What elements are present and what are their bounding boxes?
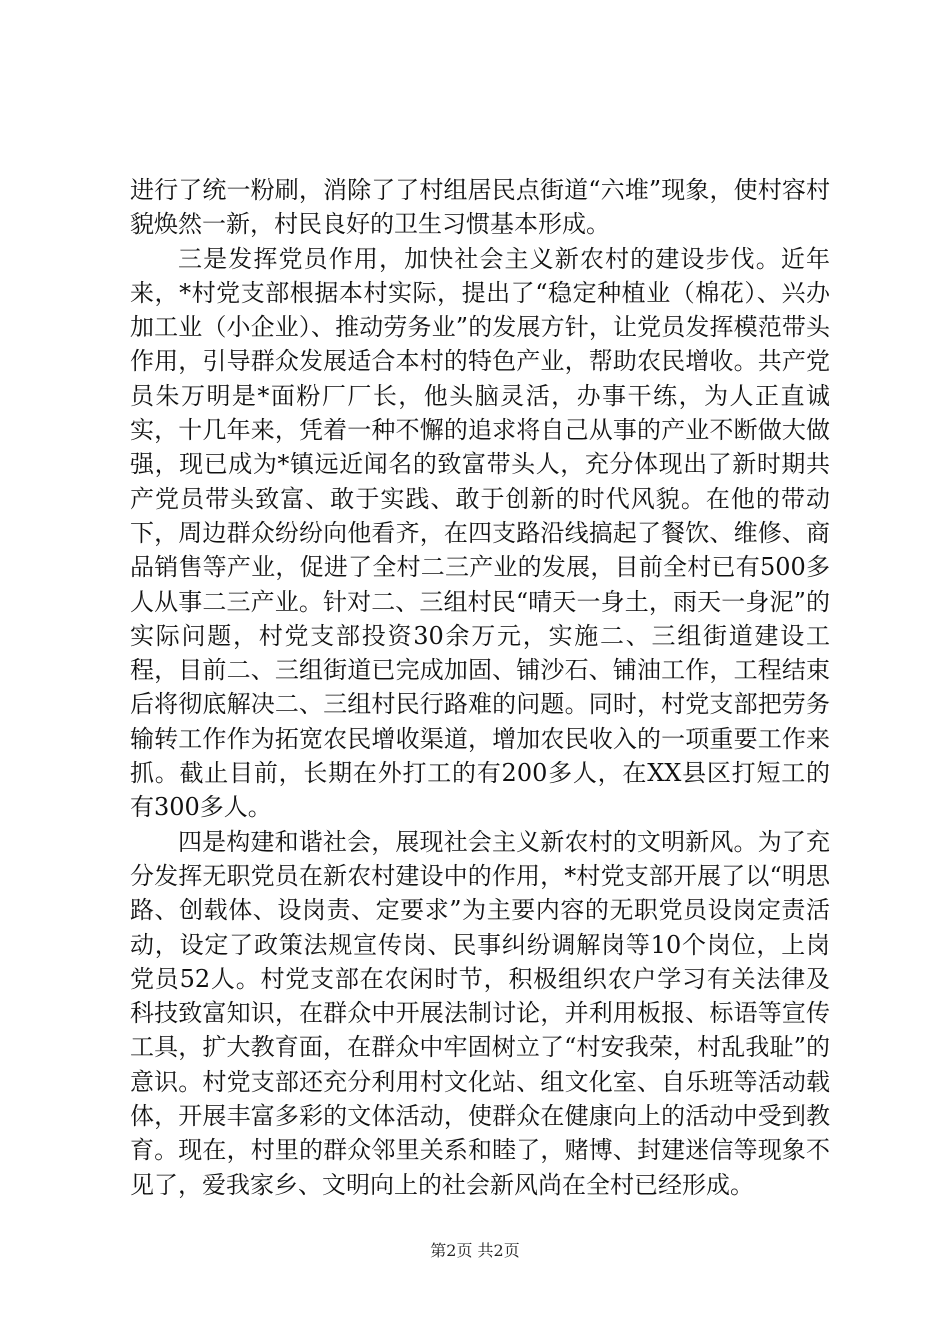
document-body <box>130 173 830 1202</box>
paragraph-harmonious-society: 四是构建和谐社会，展现社会主义新农村的文明新风。为了充分发挥无职党员在新农村建设中的作用，*村党支部开展了以“明思路、创载体、设岗责、定要求”为主要内容的无职党员设岗定责活动，设定了政策法规宣传岗、民事纠纷调解岗等10个岗位，上岗党员52人。村党支部在农闲时节，积极组织农户学习有关法律及科技致富知识，在群众中开展法制讨论，并利用板报、标语等宣传工具，扩大教育面，在群众中牢固树立了“村安我荣，村乱我耻”的意识。村党支部还充分利用村文化站、组文化室、自乐班等活动载体，开展丰富多彩的文体活动，使群众在健康向上的活动中受到教育。现在，村里的群众邻里关系和睦了，赌博、封建迷信等现象不见了，爱我家乡、文明向上的社会新风尚在全村已经形成。 <box>130 827 830 1199</box>
paragraph-party-members-role: 三是发挥党员作用，加快社会主义新农村的建设步伐。近年来，*村党支部根据本村实际，提出了“稳定种植业（棉花）、兴办加工业（小企业）、推动劳务业”的发展方针，让党员发挥模范带头作用，引导群众发展适合本村的特色产业，帮助农民增收。共产党员朱万明是*面粉厂厂长，他头脑灵活，办事干练，为人正直诚实，十几年来，凭着一种不懈的追求将自己从事的产业不断做大做强，现已成为*镇远近闻名的致富带头人，充分体现出了新时期共产党员带头致富、敢于实践、敢于创新的时代风貌。在他的带动下，周边群众纷纷向他看齐，在四支路沿线搞起了餐饮、维修、商品销售等产业，促进了全村二三产业的发展，目前全村已有500多人从事二三产业。针对二、三组村民“晴天一身土，雨天一身泥”的实际问题，村党支部投资30余万元，实施二、三组街道建设工程，目前二、三组街道已完成加固、铺沙石、铺油工作，工程结束后将彻底解决二、三组村民行路难的问题。同时，村党支部把劳务输转工作作为拓宽农民增收渠道，增加农民收入的一项重要工作来抓。截止目前，长期在外打工的有200多人，在XX县区打短工的有300多人。 <box>130 244 830 822</box>
paragraph-continuation: 进行了统一粉刷，消除了了村组居民点街道“六堆”现象，使村容村貌焕然一新，村民良好的卫生习惯基本形成。 <box>130 176 830 239</box>
page-number-footer: 第2页 共2页 <box>430 1241 520 1260</box>
